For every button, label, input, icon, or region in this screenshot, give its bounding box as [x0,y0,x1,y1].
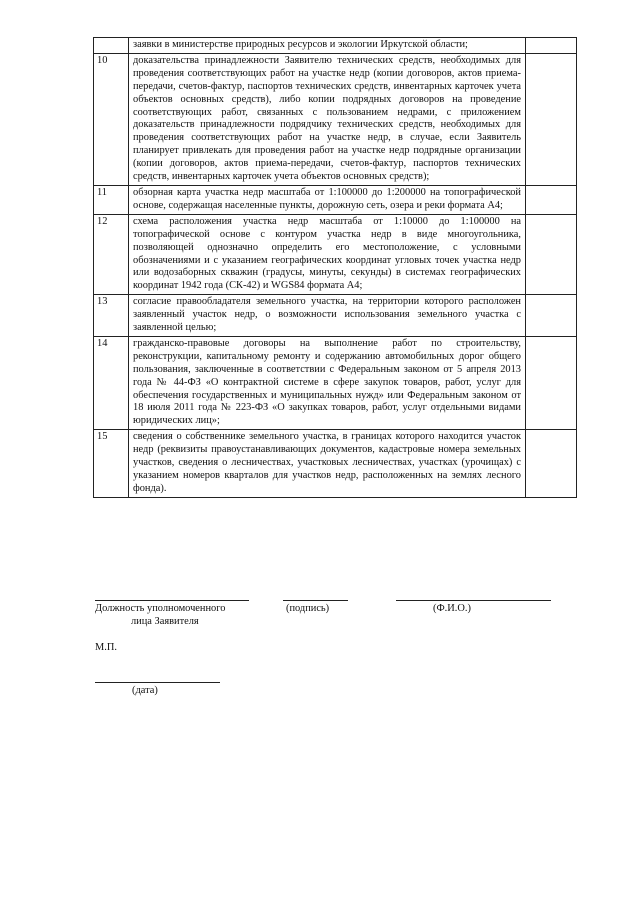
table-row [94,38,577,54]
table-row [94,336,577,429]
row-mark-cell [526,336,577,429]
row-text: обзорная карта участка недр масштаба от 1:100000 до 1:200000 на топографической основе, содержащая населенные пункты, дорожную сеть, озера и реки формата А4; [129,185,526,214]
row-mark-cell [526,214,577,294]
row-number: 15 [94,430,129,498]
row-number: 13 [94,295,129,337]
row-mark-cell [526,295,577,337]
stamp-label: М.П. [95,642,117,653]
row-mark-cell [526,38,577,54]
row-number: 14 [94,336,129,429]
row-text: заявки в министерстве природных ресурсов и экологии Иркутской области; [129,38,526,54]
row-mark-cell [526,53,577,185]
row-text: сведения о собственнике земельного участка, в границах которого находится участок недр (реквизиты правоустанавливающих документов, кадастровые номера земельных участков, сведения о лесничествах, участковых лесничествах, участках (урочищах) с указанием номеров кварталов для участков недр, расположенных на землях лесного фонда). [129,430,526,498]
documents-table [93,37,577,498]
signature-line [283,600,348,601]
fio-line [396,600,551,601]
row-mark-cell [526,185,577,214]
fio-label: (Ф.И.О.) [433,603,471,614]
row-number: 12 [94,214,129,294]
table-row [94,53,577,185]
table-row [94,185,577,214]
signature-label: (подпись) [286,603,330,614]
position-label-line2: лица Заявителя [131,616,199,627]
row-text: гражданско-правовые договоры на выполнение работ по строительству, реконструкции, капитальному ремонту и содержанию автомобильных дорог общего пользования, заключенные в соответствии с Федеральным законом от 5 апреля 2013 года № 44-ФЗ «О контрактной системе в сфере закупок товаров, работ, услуг для обеспечения государственных и муниципальных нужд» или Федеральным законом от 18 июля 2011 года № 223-ФЗ «О закупках товаров, работ, услуг отдельными видами юридических лиц»; [129,336,526,429]
date-line [95,682,220,683]
row-text: согласие правообладателя земельного участка, на территории которого расположен заявленный участок недр, о возможности использования земельного участка с заявленной целью; [129,295,526,337]
row-number: 11 [94,185,129,214]
row-number: 10 [94,53,129,185]
row-number [94,38,129,54]
position-label-line1: Должность уполномоченного [95,603,226,614]
documents-table-body [94,38,577,498]
row-mark-cell [526,430,577,498]
row-text: схема расположения участка недр масштаба от 1:10000 до 1:100000 на топографической основе с контуром участка недр в виде многоугольника, позволяющей однозначно определить его местоположение, с условными обозначениями и с указанием географических координат угловых точек участка недр или водозаборных скважин (градусы, минуты, секунды) в системах географических координат 1942 года (СК-42) и WGS84 формата А4; [129,214,526,294]
table-row [94,295,577,337]
table-row [94,214,577,294]
position-signature-line [95,600,249,601]
table-row [94,430,577,498]
date-label: (дата) [132,685,158,696]
row-text: доказательства принадлежности Заявителю технических средств, необходимых для проведения соответствующих работ на участке недр (копии договоров, актов приема-передачи, счетов-фактур, паспортов технических средств, инвентарных карточек учета объектов основных средств), либо копии подрядных договоров на проведение соответствующих работ, связанных с пользованием недрами, с приложением доказательств принадлежности подрядчику технических средств, необходимых для проведения соответствующих работ на участке недр, в случае, если Заявитель планирует привлекать для проведения работ на участке недр подрядные организации (копии договоров, актов приема-передачи, счетов-фактур, паспортов технических средств, инвентарных карточек учета объектов основных средств); [129,53,526,185]
